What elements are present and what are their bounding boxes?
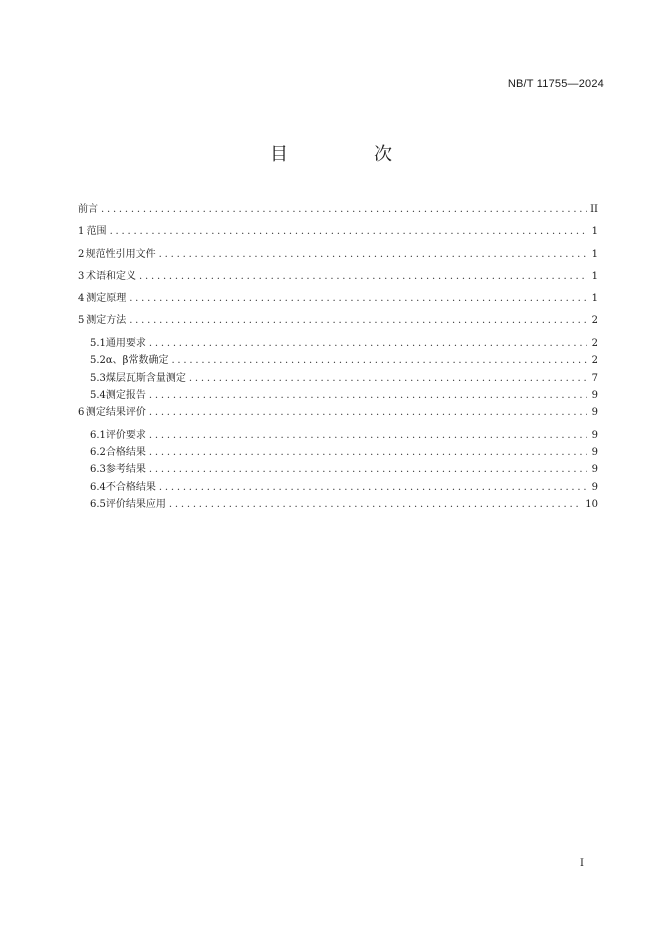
toc-entry-number: 5.1 xyxy=(90,337,106,349)
toc-entry[interactable] xyxy=(78,311,598,328)
toc-leader-dots xyxy=(159,482,587,493)
toc-entry[interactable] xyxy=(78,289,598,306)
toc-leader-dots xyxy=(189,373,587,384)
toc-entry-number: 5 xyxy=(78,315,85,327)
toc-entry-page: 9 xyxy=(591,429,598,441)
toc-entry[interactable] xyxy=(78,478,598,494)
toc-entry-number: 6.3 xyxy=(90,464,106,476)
toc-entry-label: 前言 xyxy=(78,204,98,215)
toc-entry[interactable] xyxy=(78,403,598,420)
toc-entry-label: 测定结果评价 xyxy=(85,407,146,419)
toc-entry-page: 2 xyxy=(591,337,598,349)
toc-leader-dots xyxy=(149,407,587,418)
toc-entry-page: 1 xyxy=(591,248,598,260)
toc-entry-number: 5.3 xyxy=(90,372,106,384)
toc-leader-dots xyxy=(129,293,587,304)
toc-entry-label: 术语和定义 xyxy=(86,270,137,282)
toc-leader-dots xyxy=(101,204,587,215)
toc-entry-label: 通用要求 xyxy=(105,337,146,349)
toc-entry-page: 2 xyxy=(591,355,598,367)
toc-leader-dots xyxy=(110,226,587,237)
toc-entry-label: 测定方法 xyxy=(86,315,127,327)
toc-entry[interactable] xyxy=(78,369,598,385)
toc-entry-label: 参考结果 xyxy=(105,464,146,476)
toc-entry-page: 9 xyxy=(591,464,598,476)
toc-entry-label: 合格结果 xyxy=(105,447,146,459)
toc-leader-dots xyxy=(149,447,587,458)
toc-leader-dots xyxy=(149,390,587,401)
toc-entry-label: α、β常数确定 xyxy=(105,355,169,367)
toc-entry-label: 评价结果应用 xyxy=(105,499,166,511)
toc-leader-dots xyxy=(169,499,582,510)
toc-entry-number: 2 xyxy=(78,248,85,260)
toc-entry-label: 评价要求 xyxy=(105,429,146,441)
toc-entry-number: 4 xyxy=(78,293,85,305)
toc-entry-page: 7 xyxy=(591,372,598,384)
toc-entry-number: 6.4 xyxy=(90,481,106,493)
toc-entry[interactable] xyxy=(78,460,598,476)
toc-entry-page: 9 xyxy=(591,407,598,419)
toc-entry-number: 5.4 xyxy=(90,389,106,401)
toc-entry-number: 1 xyxy=(78,226,85,238)
toc-entry-page: 1 xyxy=(591,293,598,305)
toc-entry[interactable] xyxy=(78,245,598,262)
toc-entry-number: 6.1 xyxy=(90,429,106,441)
toc-leader-dots xyxy=(159,249,587,260)
toc-entry[interactable] xyxy=(78,351,598,367)
toc-entry-page: 2 xyxy=(591,315,598,327)
toc-leader-dots xyxy=(149,464,587,475)
toc-entry-label: 测定原理 xyxy=(86,293,127,305)
toc-entry[interactable] xyxy=(78,200,598,217)
toc-entry-page: 9 xyxy=(591,389,598,401)
toc-entry-label: 规范性引用文件 xyxy=(85,248,156,260)
toc-leader-dots xyxy=(139,271,587,282)
standard-code: NB/T 11755—2024 xyxy=(507,78,604,90)
toc-entry-page: II xyxy=(590,204,598,215)
toc-entry-page: 9 xyxy=(591,481,598,493)
toc-entry-page: 1 xyxy=(591,270,598,282)
toc-entry-number: 5.2 xyxy=(90,355,106,367)
page-title: 目 次 xyxy=(270,144,426,165)
toc-leader-dots xyxy=(149,338,587,349)
toc-entry-label: 不合格结果 xyxy=(105,481,156,493)
toc-leader-dots xyxy=(129,315,587,326)
toc-entry-page: 10 xyxy=(585,499,598,511)
toc-entry[interactable] xyxy=(78,495,598,511)
toc-leader-dots xyxy=(149,430,587,441)
footer-page-number: I xyxy=(580,858,584,869)
toc-entry[interactable] xyxy=(78,386,598,402)
toc-leader-dots xyxy=(171,355,587,366)
toc-entry[interactable] xyxy=(78,267,598,284)
toc-entry-label: 范围 xyxy=(86,226,107,238)
toc-entry[interactable] xyxy=(78,334,598,350)
table-of-contents xyxy=(78,200,598,513)
toc-entry-number: 6.5 xyxy=(90,499,106,511)
toc-entry-page: 9 xyxy=(591,447,598,459)
toc-entry-number: 6 xyxy=(78,407,85,419)
toc-entry[interactable] xyxy=(78,443,598,459)
toc-entry-label: 测定报告 xyxy=(105,389,146,401)
toc-entry-number: 3 xyxy=(78,270,85,282)
toc-entry[interactable] xyxy=(78,426,598,442)
toc-entry-number: 6.2 xyxy=(90,447,106,459)
toc-entry[interactable] xyxy=(78,222,598,239)
toc-entry-page: 1 xyxy=(591,226,598,238)
toc-entry-label: 煤层瓦斯含量测定 xyxy=(105,372,186,384)
